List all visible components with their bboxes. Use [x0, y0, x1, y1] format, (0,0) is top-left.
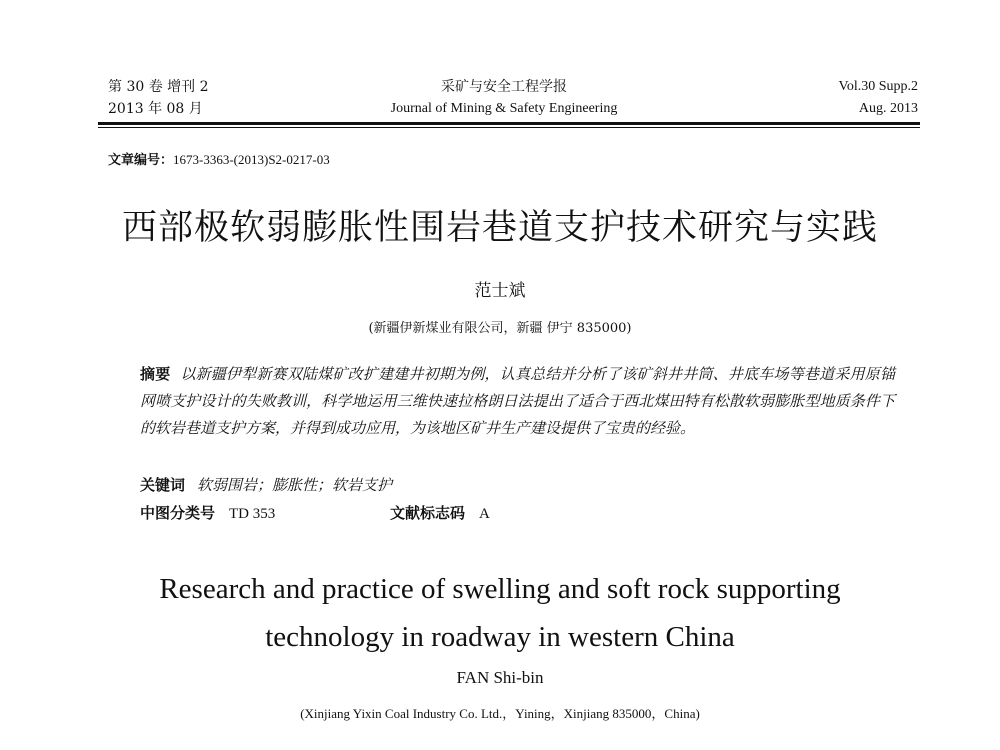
- keywords-label: 关键词: [140, 476, 186, 494]
- classification-value: TD 353: [229, 506, 276, 522]
- publication-date: 2013 年 08 月: [108, 101, 203, 117]
- volume-issue: 第 30 卷 增刊 2: [108, 79, 209, 95]
- article-number: [108, 149, 330, 168]
- header-rule-thin: [98, 127, 920, 128]
- paper-title-en: [0, 565, 1000, 661]
- paper-title-en-line2: technology in roadway in western China: [265, 621, 735, 653]
- journal-name-en: Journal of Mining & Safety Engineering: [390, 101, 618, 116]
- header-volume-info: [108, 76, 209, 120]
- author-name-en: FAN Shi-bin: [456, 668, 544, 687]
- paper-title-cn: 西部极软弱膨胀性围岩巷道支护技术研究与实践: [121, 208, 878, 248]
- keywords-value: 软弱围岩；膨胀性；软岩支护: [197, 476, 393, 494]
- abstract-label: 摘要: [140, 365, 171, 383]
- journal-name-cn: 采矿与安全工程学报: [441, 79, 567, 95]
- document-code-value: A: [479, 506, 490, 522]
- classification-label: 中图分类号: [140, 504, 216, 522]
- keywords: [140, 474, 392, 495]
- volume-issue-en: Vol.30 Supp.2: [838, 79, 918, 94]
- affiliation-en: (Xinjiang Yixin Coal Industry Co. Ltd.，Yining，Xinjiang 835000，China): [300, 706, 700, 721]
- publication-date-en: Aug. 2013: [858, 101, 918, 116]
- paper-title-en-line1: Research and practice of swelling and soft rock supporting: [159, 573, 841, 605]
- article-number-label: 文章编号：: [108, 153, 174, 168]
- document-code-label: 文献标志码: [390, 504, 466, 522]
- header-journal-name: [380, 76, 628, 120]
- header-volume-info-en: [780, 76, 918, 120]
- document-code: [390, 502, 490, 523]
- classification-row: [140, 502, 490, 523]
- header-rule-thick: [98, 122, 920, 125]
- abstract-text: 以新疆伊犁新赛双陆煤矿改扩建建井初期为例，认真总结并分析了该矿斜井井筒、井底车场等巷道采用原锚网喷支护设计的失败教训，科学地运用三维快速拉格朗日法提出了适合于西北煤田特有松散软弱膨胀型地质条件下的软岩巷道支护方案，并得到成功应用，为该地区矿井生产建设提供了宝贵的经验。: [140, 365, 895, 437]
- author-name-cn: 范士斌: [474, 281, 526, 301]
- affiliation-cn: (新疆伊新煤业有限公司，新疆 伊宁 835000): [368, 321, 632, 336]
- abstract: [140, 361, 895, 442]
- article-number-value: 1673-3363-(2013)S2-0217-03: [173, 152, 330, 167]
